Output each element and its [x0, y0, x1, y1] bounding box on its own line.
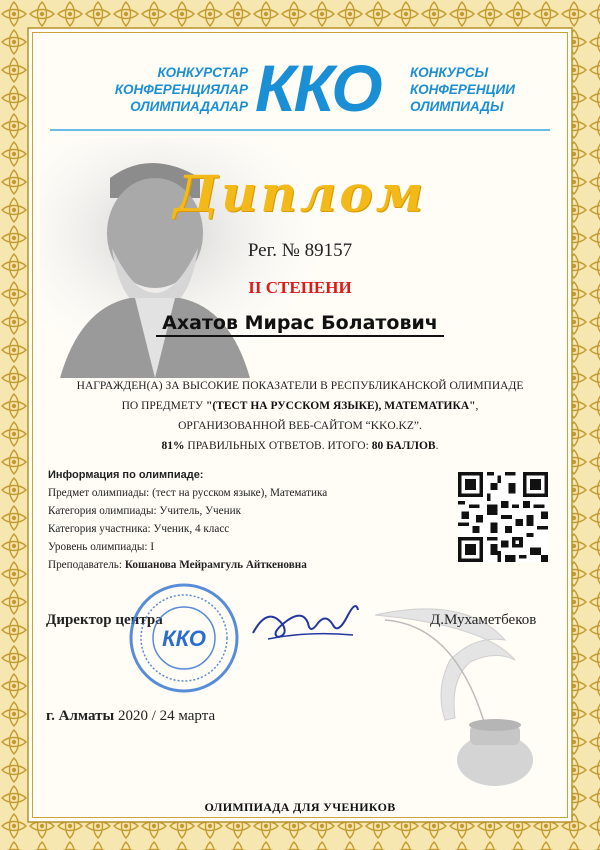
logo-left-text [115, 64, 248, 115]
award-line [40, 396, 560, 416]
award-line: НАГРАЖДЕН(А) ЗА ВЫСОКИЕ ПОКАЗАТЕЛИ В РЕСПУБЛИКАНСКОЙ ОЛИМПИАДЕ [76, 380, 524, 392]
logo-left-line: ОЛИМПИАДАЛАР [130, 99, 248, 114]
info-level: Уровень олимпиады: I [48, 541, 155, 553]
award-line-end: . [435, 440, 439, 452]
olympiad-info [48, 466, 428, 574]
quill-inkwell-image [355, 600, 560, 800]
award-line-suffix: , [475, 400, 479, 412]
info-heading: Информация по олимпиаде: [48, 469, 204, 481]
recipient-name-text: Ахатов Мирас Болатович [156, 312, 444, 337]
footer-caption: ОЛИМПИАДА ДЛЯ УЧЕНИКОВ [204, 800, 396, 814]
date: 2020 / 24 марта [114, 708, 216, 724]
registration-number: Рег. № 89157 [247, 240, 353, 261]
info-category: Категория олимпиады: Учитель, Ученик [48, 505, 242, 517]
award-text [40, 376, 560, 456]
award-line: ОРГАНИЗОВАННОЙ ВЕБ-САЙТОМ “KKO.KZ”. [178, 420, 422, 432]
logo-right-line: КОНФЕРЕНЦИИ [410, 82, 515, 97]
logo-right-text [410, 64, 515, 115]
logo-right-line: КОНКУРСЫ [410, 65, 489, 80]
logo-mark: ККО [255, 51, 381, 125]
director-name: Д.Мухаметбеков [430, 612, 537, 628]
logo-left-line: КОНКУРСТАР [157, 65, 248, 80]
teacher-name: Кошанова Мейрамгуль Айткеновна [124, 559, 307, 571]
place-date [46, 708, 215, 725]
city: г. Алматы [46, 708, 115, 724]
logo-divider [50, 129, 550, 131]
organization-stamp [128, 582, 240, 694]
teacher-label: Преподаватель: [48, 559, 125, 571]
award-line-prefix: ПО ПРЕДМЕТУ [121, 400, 206, 412]
award-points: 80 БАЛЛОВ [371, 440, 436, 452]
stamp-text: ККО [162, 626, 206, 651]
info-teacher [48, 556, 428, 574]
director-signature [248, 595, 363, 645]
logo-right-line: ОЛИМПИАДЫ [410, 99, 504, 114]
award-line-mid: ПРАВИЛЬНЫХ ОТВЕТОВ. ИТОГО: [184, 440, 372, 452]
diploma-title: Диплом [173, 164, 427, 223]
award-subject: "(ТЕСТ НА РУССКОМ ЯЗЫКЕ), МАТЕМАТИКА" [205, 400, 476, 412]
info-participant: Категория участника: Ученик, 4 класс [48, 523, 230, 535]
recipient-name [0, 312, 600, 334]
award-degree: II СТЕПЕНИ [248, 278, 352, 297]
award-line [40, 436, 560, 456]
kko-logo [0, 51, 600, 130]
award-percent: 81% [161, 440, 185, 452]
info-subject: Предмет олимпиады: (тест на русском языке), Математика [48, 487, 328, 499]
director-label: Директор центра [46, 612, 163, 628]
logo-left-line: КОНФЕРЕНЦИЯЛАР [114, 82, 248, 97]
qr-code[interactable] [458, 472, 548, 562]
